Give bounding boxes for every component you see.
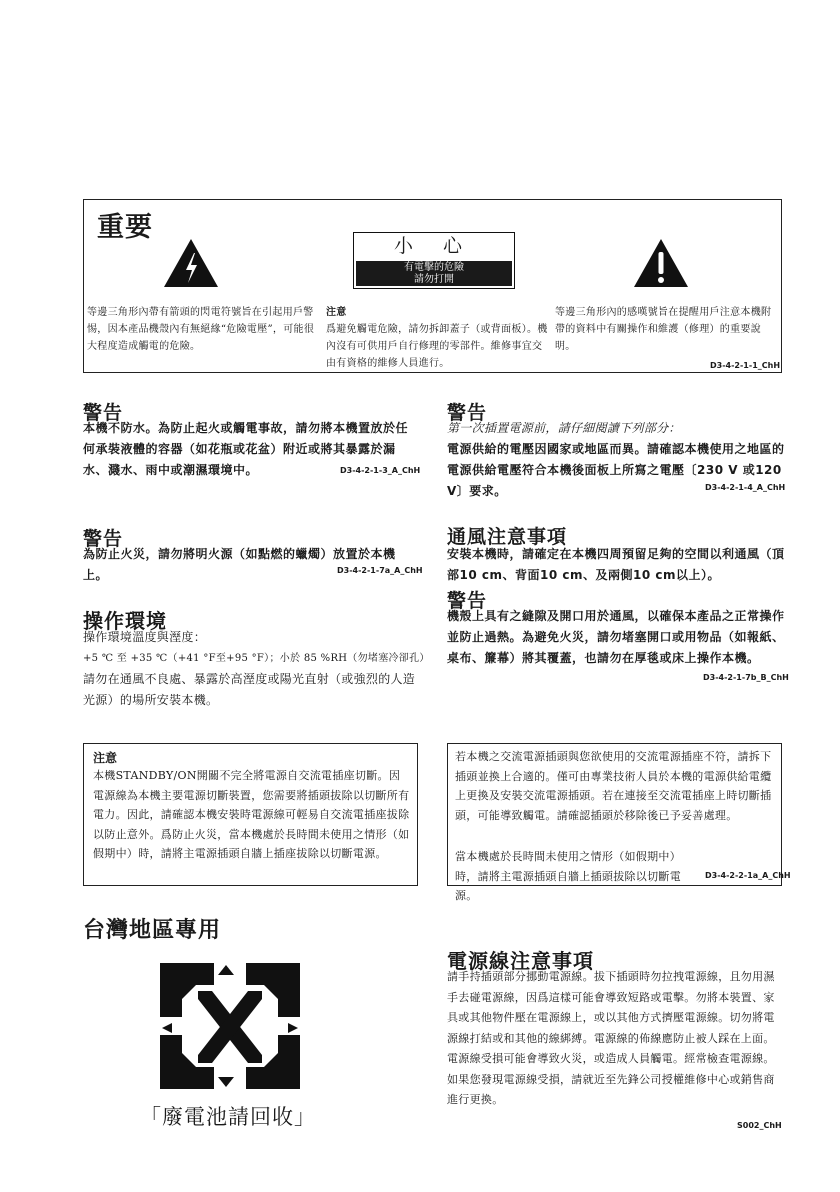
- caution-head: 小 心: [393, 235, 475, 257]
- caution-line1: 有電擊的危險: [404, 262, 464, 273]
- warning3-title: 警告: [83, 528, 124, 550]
- ventilation-warning-text: 機殼上具有之縫隙及開口用於通風，以確保本產品之正常操作並防止過熱。為避免火災，請勿堵塞開口或用物品（如報紙、桌布、簾幕）將其覆蓋，也請勿在厚毯或床上操作本機。: [447, 609, 785, 665]
- exclamation-warning-icon: [632, 237, 690, 289]
- warning2-text: 電源供給的電壓因國家或地區而異。請確認本機使用之地區的電源供給電壓符合本機後面板上所寫之電壓〔230 V 或120 V〕要求。: [447, 442, 785, 498]
- caution-note-text: 爲避免觸電危險，請勿拆卸蓋子（或背面板）。機內沒有可供用戶自行修理的零部件。維修事宜交由有資格的維修人員進行。: [326, 324, 548, 369]
- environment-line2: +5 ℃ 至 +35 ℃（+41 °F至+95 °F）；小於 85 %RH（勿堵塞冷卻孔）: [83, 653, 430, 664]
- warning1-code: D3-4-2-1-3_A_ChH: [340, 466, 421, 475]
- caution-body: [356, 261, 512, 286]
- cord-title: 電源線注意事項: [447, 949, 594, 973]
- warning1-title: 警告: [83, 402, 124, 424]
- warning3-text: 為防止火災，請勿將明火源（如點燃的蠟燭）放置於本機上。: [83, 547, 396, 582]
- ventilation-code: D3-4-2-1-7b_B_ChH: [703, 673, 789, 682]
- ventilation-text: 安裝本機時，請確定在本機四周預留足夠的空間以利通風（頂部10 cm、背面10 cm、及兩側10 cm以上）。: [447, 547, 785, 582]
- environment-line3: 請勿在通風不良處、暴露於高溼度或陽光直射（或強烈的人造光源）的場所安裝本機。: [83, 672, 416, 707]
- plug-note-text2: 當本機處於長時間未使用之情形（如假期中）時，請將主電源插頭自牆上插頭拔除以切斷電源。: [455, 850, 681, 902]
- standby-note-text: 本機STANDBY/ON開關不完全將電源自交流電插座切斷。因電源線為本機主要電源切斷裝置，您需要將插頭拔除以切斷所有電力。因此，請確認本機安裝時電源線可輕易自交流電插座拔除以防止意外。爲防止火災，當本機處於長時間未使用之情形（如假期中）時，請將主電源插頭自牆上插座拔除以切斷電源。: [93, 769, 410, 860]
- warning2-subtitle: 第一次插置電源前，請仔細閱讀下列部分：: [447, 421, 681, 435]
- plug-note-text1: 若本機之交流電源插頭與您欲使用的交流電源插座不符，請拆下插頭並換上合適的。僅可由專業技術人員於本機的電源供給電纜上更換及安裝交流電源插頭。若在連接至交流電插座上時切斷插頭，可能導致觸電。請確認插頭於移除後已予妥善處理。: [455, 750, 772, 822]
- environment-title: 操作環境: [83, 609, 167, 633]
- warning2-title: 警告: [447, 402, 488, 424]
- lightning-warning-icon: [162, 237, 220, 289]
- environment-line1: 操作環境溫度與溼度：: [83, 630, 207, 644]
- caution-line2: 請勿打開: [414, 274, 454, 285]
- warning1-text: 本機不防水。為防止起火或觸電事故，請勿將本機置放於任何承裝液體的容器（如花瓶或花盆）附近或將其暴露於漏水、濺水、雨中或潮濕環境中。: [83, 421, 409, 477]
- warning2-code: D3-4-2-1-4_A_ChH: [705, 483, 786, 492]
- cord-text: 請手持插頭部分挪動電源線。拔下插頭時勿拉拽電源線，且勿用濕手去碰電源線，因爲這樣可能會導致短路或電擊。勿將本裝置、家具或其他物件壓在電源線上，或以其他方式擠壓電源線。切勿將電源線打結或和其他的線綁縛。電源線的佈線應防止被人踩在上面。電源線受損可能會導致火災，或造成人員觸電。經常檢查電源線。如果您發現電源線受損，請就近至先鋒公司授權維修中心或銷售商進行更換。: [447, 970, 775, 1106]
- important-code: D3-4-2-1-1_ChH: [710, 361, 781, 370]
- important-title: 重要: [97, 212, 153, 243]
- taiwan-title: 台灣地區專用: [83, 918, 222, 943]
- exclamation-description: 等邊三角形內的感嘆號旨在提醒用戶注意本機附帶的資料中有關操作和維護（修理）的重要說明。: [555, 307, 772, 352]
- plug-note-code: D3-4-2-2-1a_A_ChH: [705, 871, 791, 880]
- ventilation-warning-title: 警告: [447, 590, 488, 612]
- warning3-code: D3-4-2-1-7a_A_ChH: [337, 566, 423, 575]
- caution-note-title: 注意: [326, 307, 347, 318]
- battery-recycle-icon: [152, 955, 308, 1097]
- recycle-caption: 「廢電池請回收」: [140, 1105, 316, 1129]
- caution-label: [353, 232, 515, 289]
- standby-note-title: 注意: [93, 751, 118, 765]
- cord-code: S002_ChH: [737, 1121, 782, 1130]
- lightning-description: 等邊三角形內帶有箭頭的閃電符號旨在引起用戶警惕，因本產品機殼內有無絕緣“危險電壓”，可能很大程度造成觸電的危險。: [87, 307, 315, 352]
- ventilation-title: 通風注意事項: [447, 526, 568, 548]
